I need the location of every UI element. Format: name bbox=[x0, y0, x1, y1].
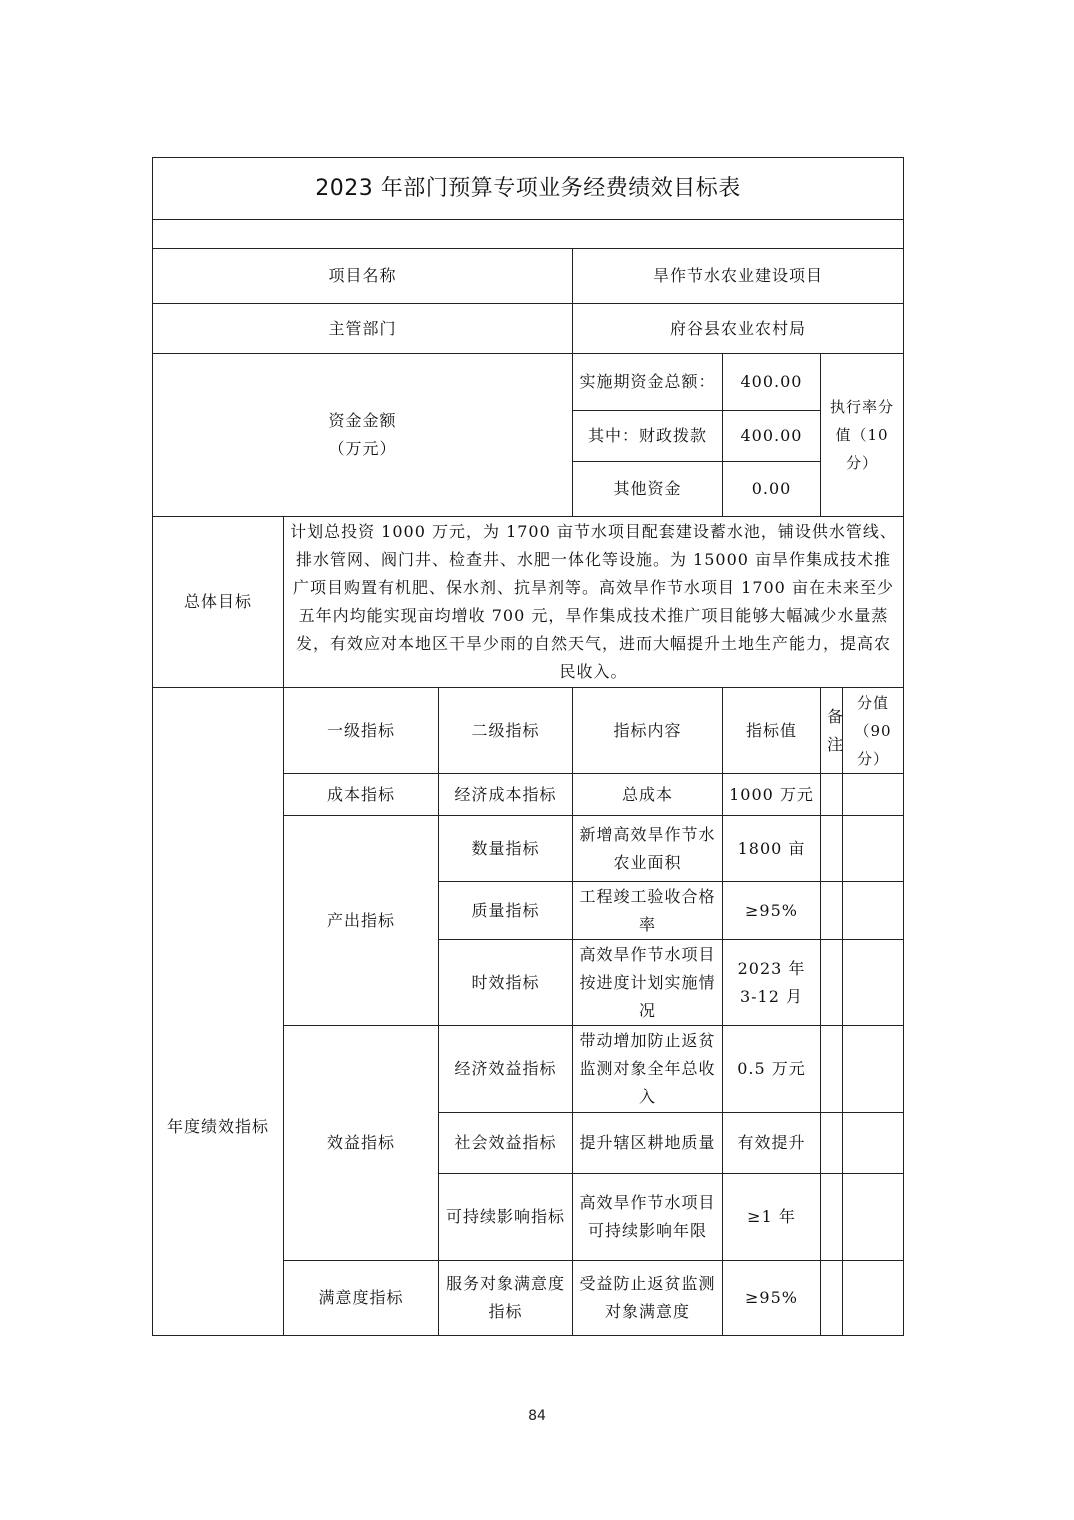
value-cell: ≥1 年 bbox=[723, 1174, 821, 1261]
note-cell bbox=[821, 1261, 843, 1336]
value-cell: 0.5 万元 bbox=[723, 1026, 821, 1113]
level1-output: 产出指标 bbox=[284, 816, 439, 1026]
funds-label-line2: （万元） bbox=[328, 439, 397, 458]
value-cell: 1000 万元 bbox=[723, 774, 821, 816]
level2-cell: 质量指标 bbox=[439, 882, 573, 940]
value-cell: ≥95% bbox=[723, 882, 821, 940]
department-value: 府谷县农业农村局 bbox=[573, 304, 904, 354]
value-cell: 1800 亩 bbox=[723, 816, 821, 882]
funds-label bbox=[153, 354, 573, 517]
fiscal-funds-value: 400.00 bbox=[723, 411, 821, 462]
level2-cell: 经济成本指标 bbox=[439, 774, 573, 816]
score-cell bbox=[843, 1026, 904, 1113]
overall-goal-label: 总体目标 bbox=[153, 517, 284, 688]
content-cell: 总成本 bbox=[573, 774, 723, 816]
level1-benefit: 效益指标 bbox=[284, 1026, 439, 1261]
level2-cell: 数量指标 bbox=[439, 816, 573, 882]
header-note: 备注 bbox=[821, 688, 843, 774]
note-cell bbox=[821, 774, 843, 816]
page-number: 84 bbox=[528, 1408, 546, 1424]
fiscal-funds-label: 其中：财政拨款 bbox=[573, 411, 723, 462]
content-cell: 受益防止返贫监测对象满意度 bbox=[573, 1261, 723, 1336]
score-cell bbox=[843, 940, 904, 1026]
header-value: 指标值 bbox=[723, 688, 821, 774]
level1-cost: 成本指标 bbox=[284, 774, 439, 816]
level1-satisfaction: 满意度指标 bbox=[284, 1261, 439, 1336]
content-cell: 提升辖区耕地质量 bbox=[573, 1113, 723, 1174]
content-cell: 工程竣工验收合格率 bbox=[573, 882, 723, 940]
content-cell: 高效旱作节水项目按进度计划实施情况 bbox=[573, 940, 723, 1026]
value-cell: 2023 年 3-12 月 bbox=[723, 940, 821, 1026]
score-cell bbox=[843, 1261, 904, 1336]
score-cell bbox=[843, 882, 904, 940]
project-name-value: 旱作节水农业建设项目 bbox=[573, 249, 904, 304]
header-score: 分值（90分） bbox=[843, 688, 904, 774]
level2-cell: 服务对象满意度指标 bbox=[439, 1261, 573, 1336]
overall-goal-text: 计划总投资 1000 万元，为 1700 亩节水项目配套建设蓄水池，铺设供水管线、排水管网、阀门井、检查井、水肥一体化等设施。为 15000 亩旱作集成技术推广项目购置有机肥、保水剂、抗旱剂等。高效旱作节水项目 1700 亩在未来至少五年内均能实现亩均增收 700 元，旱作集成技术推广项目能够大幅减少水量蒸发，有效应对本地区干旱少雨的自然天气，进而大幅提升土地生产能力，提高农民收入。 bbox=[284, 517, 904, 688]
header-level2: 二级指标 bbox=[439, 688, 573, 774]
level2-cell: 社会效益指标 bbox=[439, 1113, 573, 1174]
level2-cell: 时效指标 bbox=[439, 940, 573, 1026]
content-cell: 高效旱作节水项目可持续影响年限 bbox=[573, 1174, 723, 1261]
header-content: 指标内容 bbox=[573, 688, 723, 774]
note-cell bbox=[821, 1113, 843, 1174]
value-cell: ≥95% bbox=[723, 1261, 821, 1336]
level2-cell: 可持续影响指标 bbox=[439, 1174, 573, 1261]
note-cell bbox=[821, 816, 843, 882]
project-name-label: 项目名称 bbox=[153, 249, 573, 304]
score-cell bbox=[843, 1113, 904, 1174]
performance-target-table bbox=[152, 157, 904, 1336]
level2-cell: 经济效益指标 bbox=[439, 1026, 573, 1113]
score-cell bbox=[843, 1174, 904, 1261]
header-level1: 一级指标 bbox=[284, 688, 439, 774]
score-cell bbox=[843, 816, 904, 882]
note-cell bbox=[821, 1026, 843, 1113]
value-cell: 有效提升 bbox=[723, 1113, 821, 1174]
note-cell bbox=[821, 940, 843, 1026]
content-cell: 新增高效旱作节水农业面积 bbox=[573, 816, 723, 882]
note-cell bbox=[821, 1174, 843, 1261]
department-label: 主管部门 bbox=[153, 304, 573, 354]
table-title: 2023 年部门预算专项业务经费绩效目标表 bbox=[153, 158, 904, 220]
total-funds-value: 400.00 bbox=[723, 354, 821, 411]
exec-score-label: 执行率分值（10分） bbox=[821, 354, 904, 517]
score-cell bbox=[843, 774, 904, 816]
other-funds-value: 0.00 bbox=[723, 462, 821, 517]
annual-indicators-label: 年度绩效指标 bbox=[153, 688, 284, 1336]
other-funds-label: 其他资金 bbox=[573, 462, 723, 517]
note-cell bbox=[821, 882, 843, 940]
blank-row bbox=[153, 220, 904, 249]
content-cell: 带动增加防止返贫监测对象全年总收入 bbox=[573, 1026, 723, 1113]
total-funds-label: 实施期资金总额： bbox=[573, 354, 723, 411]
funds-label-line1: 资金金额 bbox=[328, 411, 397, 430]
